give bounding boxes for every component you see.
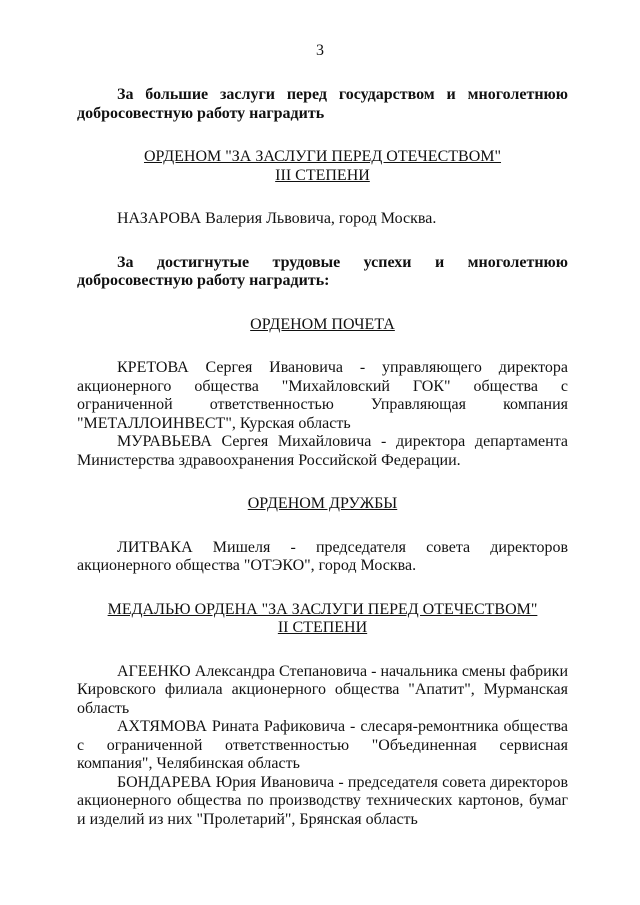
awardee-entry: НАЗАРОВА Валерия Львовича, город Москва. <box>117 210 437 227</box>
award-title: ОРДЕНОМ ПОЧЕТА <box>250 315 395 333</box>
document-body <box>77 86 568 829</box>
awardee-entry: МУРАВЬЕВА Сергея Михайловича - директора департамента Министерства здравоохранения Российской Федерации. <box>77 433 568 469</box>
award-title: ОРДЕНОМ ДРУЖБЫ <box>247 495 398 512</box>
award-intro: За большие заслуги перед государством и многолетнюю добросовестную работу наградить <box>77 86 568 122</box>
awardee-entry: АГЕЕНКО Александра Степановича - начальника смены фабрики Кировского филиала акционерного общества "Апатит", Мурманская область <box>77 662 568 717</box>
awardee-entry: КРЕТОВА Сергея Ивановича - управляющего директора акционерного общества "Михайловский ГОК" общества с ограниченной ответственностью Управляющая компания "МЕТАЛЛОИНВЕСТ", Курская область <box>77 359 568 432</box>
page-number: 3 <box>316 42 324 59</box>
awardee-entry: БОНДАРЕВА Юрия Ивановича - председателя совета директоров акционерного общества по производству технических картонов, бумаг и изделий из них "Пролетарий", Брянская область <box>77 773 568 828</box>
award-degree: III СТЕПЕНИ <box>275 166 370 184</box>
awardee-entry: АХТЯМОВА Рината Рафиковича - слесаря-ремонтника общества с ограниченной ответственностью "Объединенная сервисная компания", Челябинская область <box>77 718 568 772</box>
award-intro: За достигнутые трудовые успехи и многолетнюю добросовестную работу наградить: <box>77 253 568 289</box>
award-degree: II СТЕПЕНИ <box>277 619 368 636</box>
award-title: МЕДАЛЬЮ ОРДЕНА "ЗА ЗАСЛУГИ ПЕРЕД ОТЕЧЕСТВОМ" <box>107 600 538 618</box>
awardee-entry: ЛИТВАКА Мишеля - председателя совета директоров акционерного общества "ОТЭКО", город Москва. <box>77 538 568 574</box>
award-title: ОРДЕНОМ "ЗА ЗАСЛУГИ ПЕРЕД ОТЕЧЕСТВОМ" <box>143 148 502 165</box>
